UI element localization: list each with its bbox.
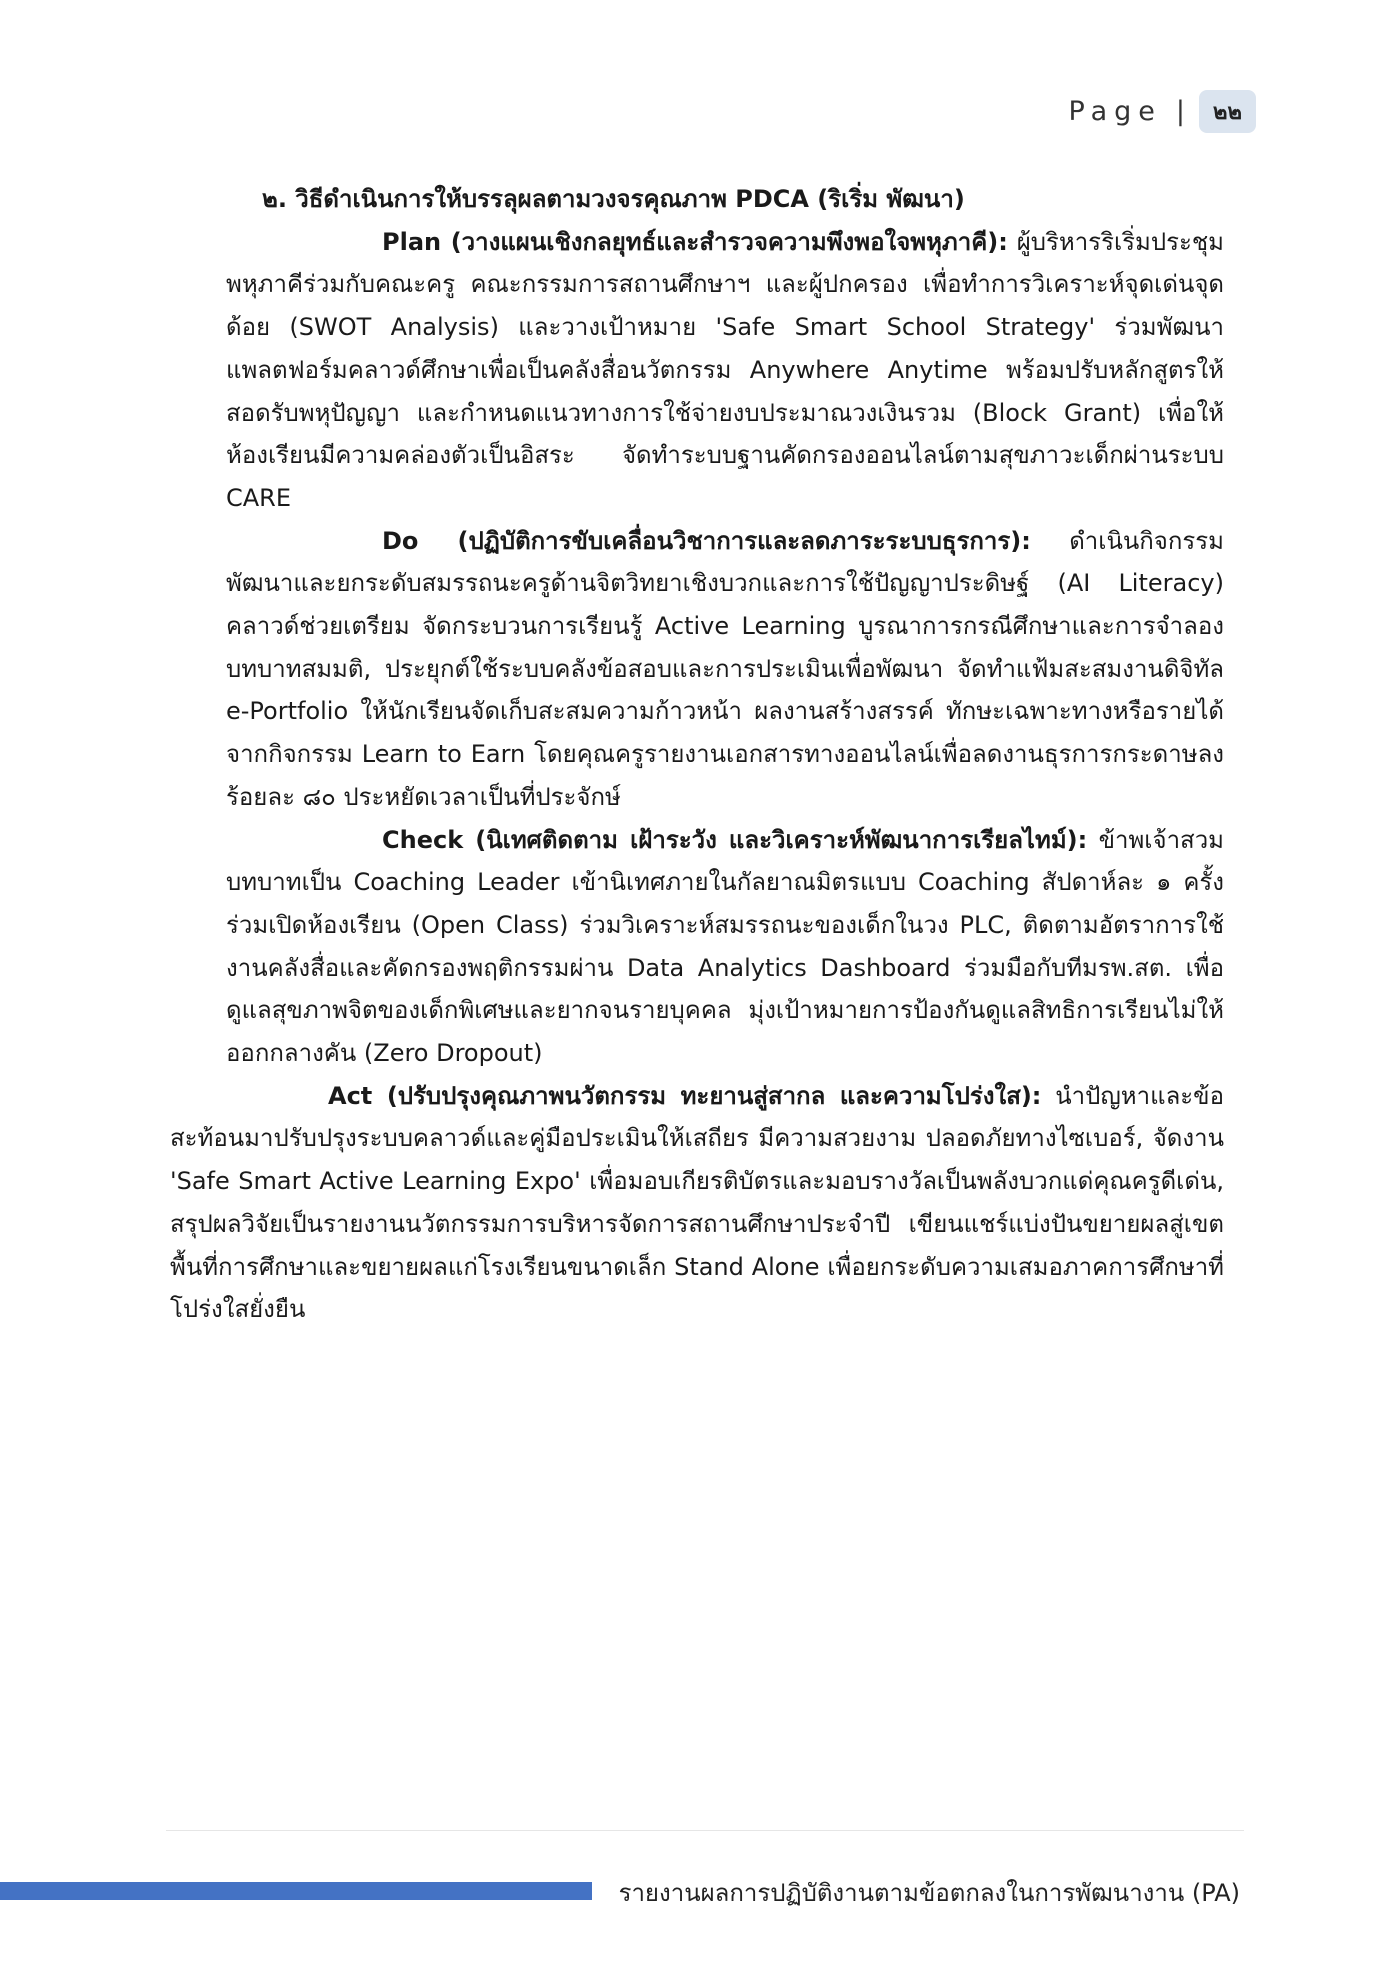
page-label: Page — [1068, 96, 1162, 127]
act-text: นำปัญหาและข้อสะท้อนมาปรับปรุงระบบคลาวด์และคู่มือประเมินให้เสถียร มีความสวยงาม ปลอดภัยทางไซเบอร์, จัดงาน 'Safe Smart Active Learning Expo' เพื่อมอบเกียรติบัตรและมอบรางวัลเป็นพลังบวกแด่คุณครูดีเด่น, สรุปผลวิจัยเป็นรายงานนวัตกรรมการบริหารจัดการสถานศึกษาประจำปี เขียนแชร์แบ่งปันขยายผลสู่เขตพื้นที่การศึกษาและขยายผลแก่โรงเรียนขนาดเล็ก Stand Alone เพื่อยกระดับความเสมอภาคการศึกษาที่โปร่งใสยั่งยืน — [170, 1081, 1224, 1324]
do-paragraph — [226, 520, 1224, 819]
footer-divider — [166, 1830, 1244, 1831]
page-separator: | — [1175, 96, 1185, 127]
footer-accent-bar — [0, 1882, 592, 1900]
do-text: ดำเนินกิจกรรมพัฒนาและยกระดับสมรรถนะครูด้านจิตวิทยาเชิงบวกและการใช้ปัญญาประดิษฐ์ (AI Literacy) คลาวด์ช่วยเตรียม จัดกระบวนการเรียนรู้ Active Learning บูรณาการกรณีศึกษาและการจำลองบทบาทสมมติ, ประยุกต์ใช้ระบบคลังข้อสอบและการประเมินเพื่อพัฒนา จัดทำแฟ้มสะสมงานดิจิทัล e-Portfolio ให้นักเรียนจัดเก็บสะสมความก้าวหน้า ผลงานสร้างสรรค์ ทักษะเฉพาะทางหรือรายได้จากกิจกรรม Learn to Earn โดยคุณครูรายงานเอกสารทางออนไลน์เพื่อลดงานธุรการกระดาษลงร้อยละ ๘๐ ประหยัดเวลาเป็นที่ประจักษ์ — [226, 526, 1224, 811]
check-text: ข้าพเจ้าสวมบทบาทเป็น Coaching Leader เข้านิเทศภายในกัลยาณมิตรแบบ Coaching สัปดาห์ละ ๑ ครั้ง ร่วมเปิดห้องเรียน (Open Class) ร่วมวิเคราะห์สมรรถนะของเด็กในวง PLC, ติดตามอัตราการใช้งานคลังสื่อและคัดกรองพฤติกรรมผ่าน Data Analytics Dashboard ร่วมมือกับทีมรพ.สต. เพื่อดูแลสุขภาพจิตของเด็กพิเศษและยากจนรายบุคคล มุ่งเป้าหมายการป้องกันดูแลสิทธิการเรียนไม่ให้ออกกลางคัน (Zero Dropout) — [226, 825, 1224, 1068]
plan-text: ผู้บริหารริเริ่มประชุมพหุภาคีร่วมกับคณะครู คณะกรรมการสถานศึกษาฯ และผู้ปกครอง เพื่อทำการวิเคราะห์จุดเด่นจุดด้อย (SWOT Analysis) และวางเป้าหมาย 'Safe Smart School Strategy' ร่วมพัฒนาแพลตฟอร์มคลาวด์ศึกษาเพื่อเป็นคลังสื่อนวัตกรรม Anywhere Anytime พร้อมปรับหลักสูตรให้สอดรับพหุปัญญา และกำหนดแนวทางการใช้จ่ายงบประมาณวงเงินรวม (Block Grant) เพื่อให้ห้องเรียนมีความคล่องตัวเป็นอิสระ จัดทำระบบฐานคัดกรองออนไลน์ตามสุขภาวะเด็กผ่านระบบ CARE — [226, 227, 1225, 512]
plan-heading: Plan (วางแผนเชิงกลยุทธ์และสำรวจความพึงพอใจพหุภาคี): — [382, 227, 1008, 256]
page-number-badge: ๒๒ — [1199, 90, 1256, 133]
act-heading: Act (ปรับปรุงคุณภาพนวัตกรรม ทะยานสู่สากล และความโปร่งใส): — [328, 1081, 1042, 1110]
check-heading: Check (นิเทศติดตาม เฝ้าระวัง และวิเคราะห์พัฒนาการเรียลไทม์): — [382, 825, 1088, 854]
section-title: ๒. วิธีดำเนินการให้บรรลุผลตามวงจรคุณภาพ PDCA (ริเริ่ม พัฒนา) — [262, 185, 965, 213]
check-paragraph — [226, 819, 1224, 1075]
act-paragraph — [170, 1075, 1224, 1331]
footer-title: รายงานผลการปฏิบัติงานตามข้อตกลงในการพัฒนางาน (PA) — [618, 1879, 1240, 1907]
document-body — [170, 178, 1224, 1331]
do-heading: Do (ปฏิบัติการขับเคลื่อนวิชาการและลดภาระระบบธุรการ): — [382, 526, 1031, 555]
page-header — [1069, 90, 1257, 133]
plan-paragraph — [226, 221, 1224, 520]
